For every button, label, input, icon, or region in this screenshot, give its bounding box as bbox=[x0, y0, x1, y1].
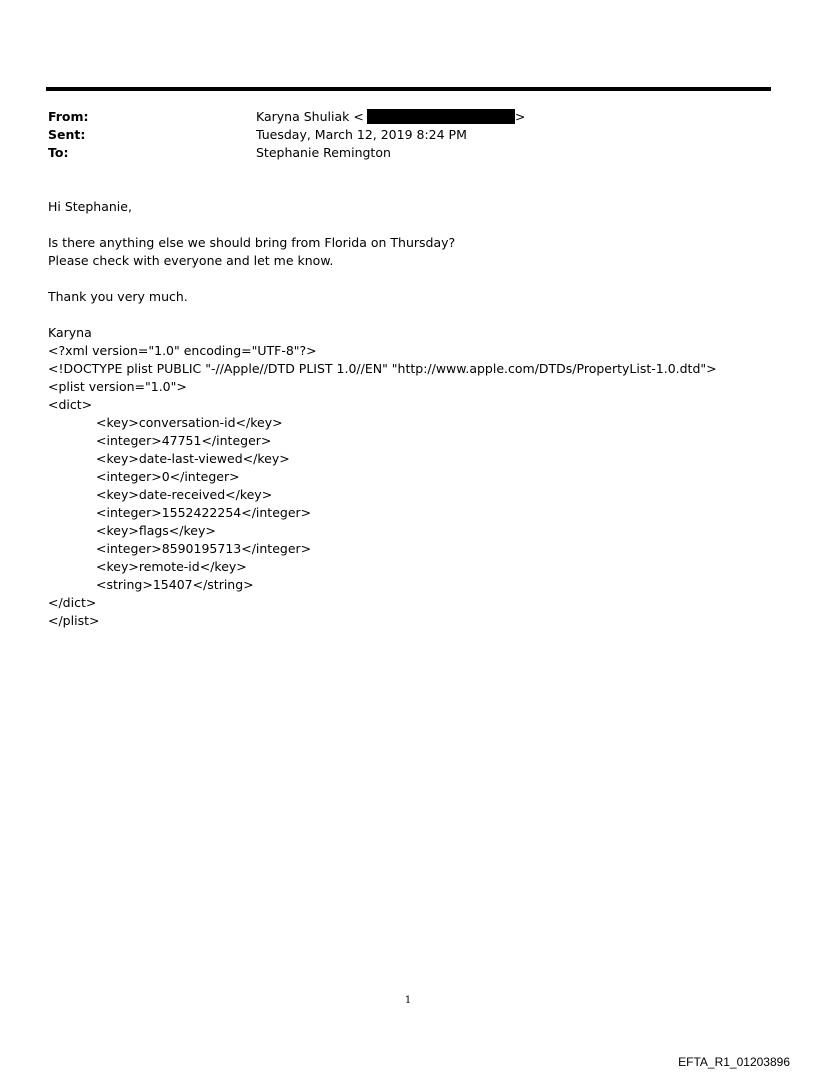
page-number: 1 bbox=[404, 995, 412, 1006]
body-line-2: Please check with everyone and let me know. bbox=[48, 253, 334, 268]
plist-entry: <integer>0</integer> bbox=[96, 469, 240, 484]
plist-entry: <key>conversation-id</key> bbox=[96, 415, 283, 430]
plist-entry: <string>15407</string> bbox=[96, 577, 254, 592]
signature: Karyna bbox=[48, 325, 92, 340]
plist-entry: <integer>1552422254</integer> bbox=[96, 505, 312, 520]
thanks-line: Thank you very much. bbox=[48, 289, 188, 304]
greeting: Hi Stephanie, bbox=[48, 199, 132, 214]
dict-close-tag: </dict> bbox=[48, 595, 97, 610]
body-line-1: Is there anything else we should bring from Florida on Thursday? bbox=[48, 235, 456, 250]
from-value bbox=[256, 108, 525, 126]
plist-entry: <key>date-last-viewed</key> bbox=[96, 451, 290, 466]
plist-entry: <key>date-received</key> bbox=[96, 487, 273, 502]
sent-label: Sent: bbox=[48, 127, 86, 142]
email-body bbox=[48, 198, 788, 630]
plist-xml-declaration: <?xml version="1.0" encoding="UTF-8"?> bbox=[48, 343, 317, 358]
plist-entry: <key>remote-id</key> bbox=[96, 559, 247, 574]
plist-close-tag: </plist> bbox=[48, 613, 100, 628]
plist-doctype: <!DOCTYPE plist PUBLIC "-//Apple//DTD PLIST 1.0//EN" "http://www.apple.com/DTDs/PropertyList-1.0.dtd"> bbox=[48, 361, 717, 376]
header-divider bbox=[46, 87, 771, 91]
sender-name: Karyna Shuliak < bbox=[256, 109, 364, 124]
plist-entry: <key>flags</key> bbox=[96, 523, 216, 538]
plist-open-tag: <plist version="1.0"> bbox=[48, 379, 187, 394]
from-label: From: bbox=[48, 109, 89, 124]
bates-number: EFTA_R1_01203896 bbox=[678, 1055, 790, 1069]
to-label: To: bbox=[48, 145, 69, 160]
to-value: Stephanie Remington bbox=[256, 145, 391, 160]
plist-entry: <integer>47751</integer> bbox=[96, 433, 272, 448]
sent-value: Tuesday, March 12, 2019 8:24 PM bbox=[256, 127, 467, 142]
plist-entry: <integer>8590195713</integer> bbox=[96, 541, 312, 556]
dict-open-tag: <dict> bbox=[48, 397, 93, 412]
sender-email-close: > bbox=[514, 109, 526, 124]
redaction-box bbox=[367, 109, 515, 124]
